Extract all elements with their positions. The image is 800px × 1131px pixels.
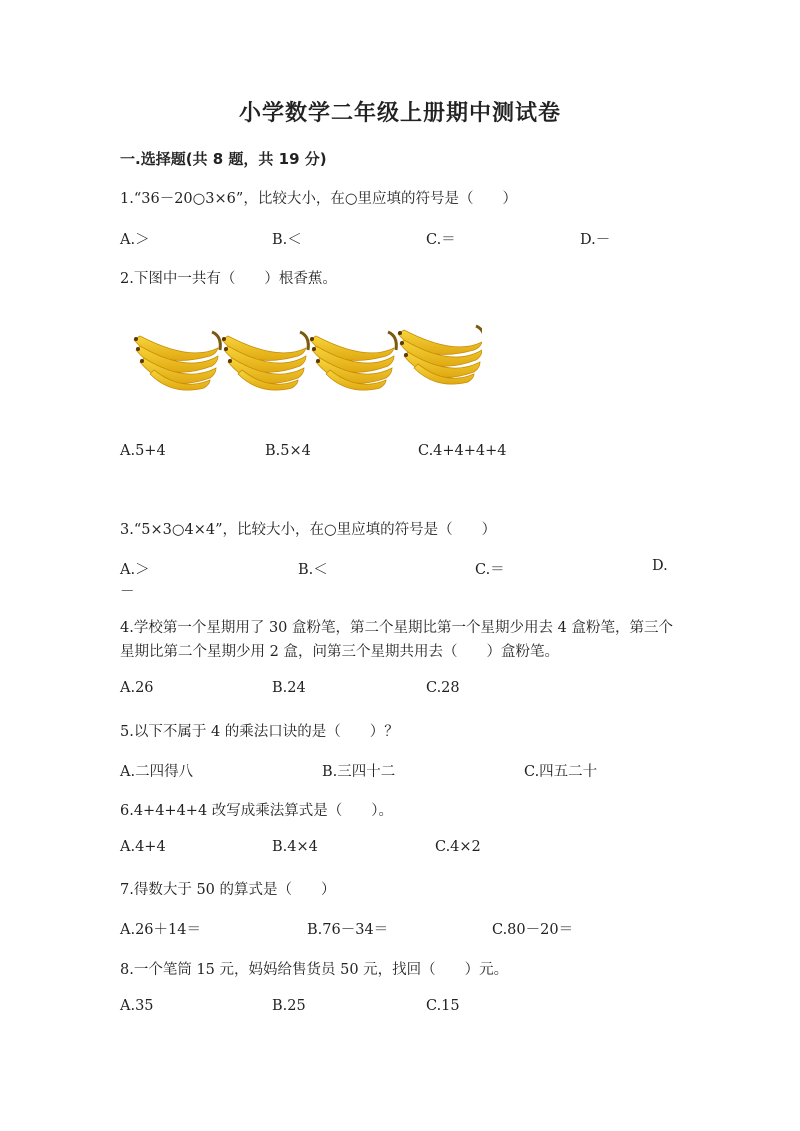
q8-option-b[interactable]: B.25 — [272, 998, 306, 1014]
q1-option-b[interactable]: B.＜ — [272, 232, 302, 248]
question-7: 7.得数大于 50 的算式是（ ） — [120, 882, 336, 898]
q1-option-a[interactable]: A.＞ — [120, 232, 150, 248]
q7-option-c[interactable]: C.80－20＝ — [492, 922, 574, 938]
q8-option-c[interactable]: C.15 — [426, 998, 460, 1014]
q6-option-c[interactable]: C.4×2 — [435, 839, 481, 855]
question-1: 1.“36－20○3×6”，比较大小，在○里应填的符号是（ ） — [120, 191, 517, 207]
banana-bunches-image — [130, 322, 482, 394]
q1-option-c[interactable]: C.＝ — [426, 232, 456, 248]
q7-option-a[interactable]: A.26＋14＝ — [120, 922, 201, 938]
q4-option-b[interactable]: B.24 — [272, 680, 306, 696]
q5-option-b[interactable]: B.三四十二 — [322, 764, 396, 780]
q3-option-b[interactable]: B.＜ — [298, 562, 328, 578]
q3-option-c[interactable]: C.＝ — [475, 562, 505, 578]
question-2: 2.下图中一共有（ ）根香蕉。 — [120, 271, 337, 287]
q1-option-d[interactable]: D.－ — [580, 232, 611, 248]
q3-option-d-value: － — [120, 584, 135, 600]
q6-option-a[interactable]: A.4+4 — [120, 839, 166, 855]
q7-option-b[interactable]: B.76－34＝ — [307, 922, 389, 938]
q4-option-c[interactable]: C.28 — [426, 680, 460, 696]
q2-option-b[interactable]: B.5×4 — [265, 443, 311, 459]
section-heading: 一.选择题(共 8 题，共 19 分) — [120, 150, 327, 168]
q5-option-a[interactable]: A.二四得八 — [120, 764, 194, 780]
q3-option-d[interactable]: D. — [652, 558, 668, 574]
q8-option-a[interactable]: A.35 — [120, 998, 154, 1014]
question-3: 3.“5×3○4×4”，比较大小，在○里应填的符号是（ ） — [120, 522, 497, 538]
q4-option-a[interactable]: A.26 — [120, 680, 154, 696]
page-title: 小学数学二年级上册期中测试卷 — [238, 101, 561, 126]
q2-option-c[interactable]: C.4+4+4+4 — [418, 443, 507, 459]
question-8: 8.一个笔筒 15 元，妈妈给售货员 50 元，找回（ ）元。 — [120, 962, 509, 978]
question-6: 6.4+4+4+4 改写成乘法算式是（ ）。 — [120, 803, 394, 819]
question-5: 5.以下不属于 4 的乘法口诀的是（ ）？ — [120, 724, 399, 740]
q2-option-a[interactable]: A.5+4 — [120, 443, 166, 459]
q6-option-b[interactable]: B.4×4 — [272, 839, 318, 855]
q5-option-c[interactable]: C.四五二十 — [524, 764, 598, 780]
question-4: 4.学校第一个星期用了 30 盒粉笔，第二个星期比第一个星期少用去 4 盒粉笔，第三个星期比第二个星期少用 2 盒，问第三个星期共用去（ ）盒粉笔。 — [120, 620, 673, 660]
q3-option-a[interactable]: A.＞ — [120, 562, 150, 578]
